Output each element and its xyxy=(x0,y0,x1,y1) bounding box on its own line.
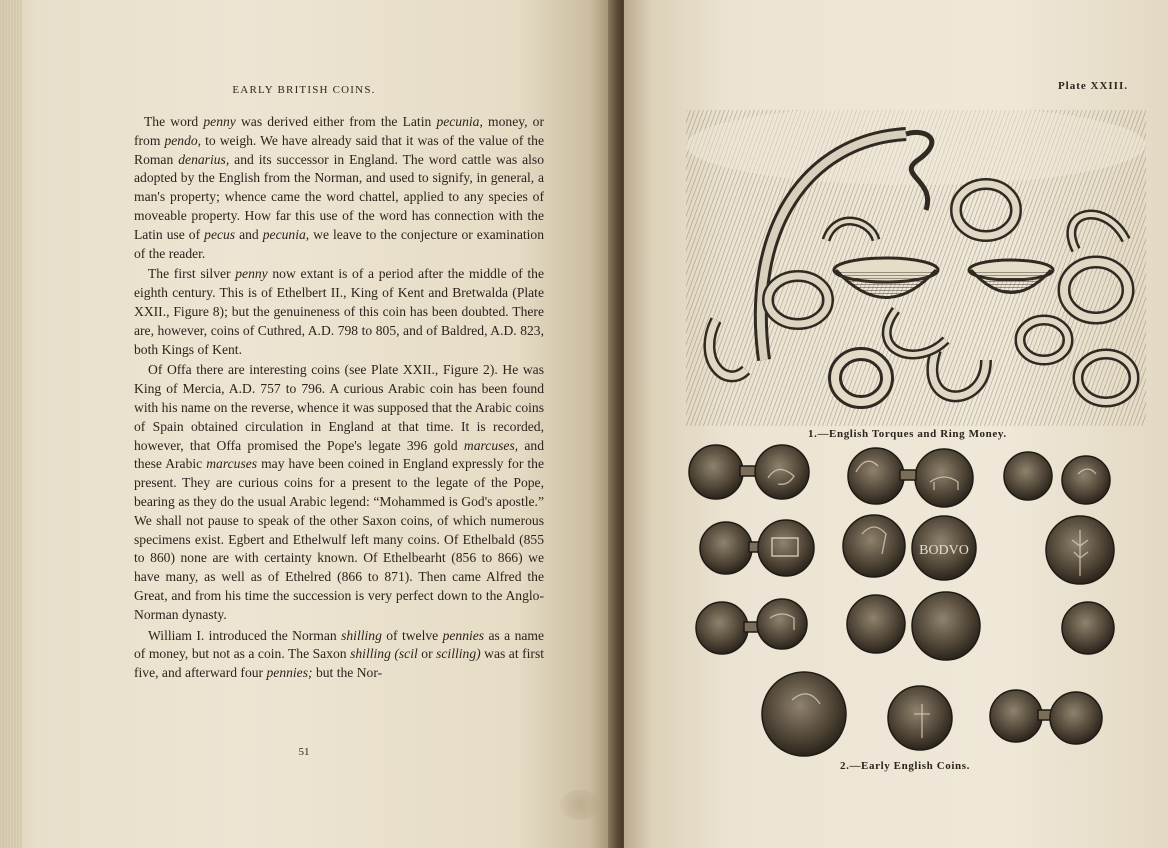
italic-term: penny xyxy=(235,266,268,282)
text-run: and its successor in England. The word cattle was also adopted by the English from the Norman, and used to signify, in general, a man's property; whence came the word chattel, applied to any species of moveable property. How far this use of the word has connection with the Latin use of xyxy=(134,151,544,242)
italic-term: pendo, xyxy=(164,132,202,148)
early-english-coins-engraving xyxy=(686,438,1156,758)
italic-term: scilling) xyxy=(436,646,481,662)
text-run: The word xyxy=(144,114,204,129)
page-number: 51 xyxy=(298,746,310,758)
italic-term: shilling (scil xyxy=(350,646,418,662)
running-head: EARLY BRITISH COINS. xyxy=(232,84,376,96)
text-run: of twelve xyxy=(381,627,443,643)
text-run: but the Nor- xyxy=(312,665,383,681)
text-run: now extant is of a period after the middle of the eighth century. This is of Ethelbert II., King of Kent and Bretwalda (Plate XXII., Figure 8); but the genuineness of this coin has been doubted. There are, however, coins of Cuthred, A.D. 798 to 805, and of Baldred, A.D. 823, both Kings of Kent. xyxy=(134,266,544,357)
text-run: William I. introduced the Norman xyxy=(148,627,342,643)
paper-stain xyxy=(560,790,600,820)
text-run: The first silver xyxy=(148,266,236,282)
italic-term: shilling xyxy=(341,627,382,643)
text-run: or xyxy=(417,646,437,662)
italic-term: penny xyxy=(203,114,236,129)
text-run: Of Offa there are interesting coins (see Plate XXII., Figure 2). He was King of Mercia, A.D. 757 to 796. A curious Arabic coin has been found with his name on the reverse, whence it was supposed that the Arabic coins of Spain obtained circulation in England at that time. It is recorded, however, that Offa promised the Pope's legate 396 gold xyxy=(134,362,544,453)
italic-term: pecunia, xyxy=(262,226,310,242)
body-text xyxy=(134,113,544,685)
text-run: may have been coined in England expressly for the present. They are curious coins for a present to the legate of the Pope, bearing as they do the usual Arabic legend: “Mohammed is God's apostle.” We shall not pause to speak of the other Saxon coins, of which numerous specimens exist. Egbert and Ethelwulf left many coins. Of Ethelbald (855 to 860) none are with certainty known. Of Ethelbearht (856 to 866) we have many, as well as of Ethelred (866 to 871). Then came Alfred the Great, and from his time the succession is very perfect down to the Anglo-Norman dynasty. xyxy=(134,456,544,622)
italic-term: pennies; xyxy=(266,665,313,681)
figure-2-caption: 2.—Early English Coins. xyxy=(840,760,970,772)
body-paragraph xyxy=(134,113,544,263)
body-paragraph xyxy=(134,361,544,624)
coin-inscription: BODVO xyxy=(919,543,969,558)
text-run: was derived either from the Latin xyxy=(235,114,437,129)
text-run: money, or from xyxy=(134,114,545,148)
italic-term: pecus xyxy=(204,226,236,242)
torques-ring-money-engraving xyxy=(686,110,1146,426)
text-run: was at first five, and afterward four xyxy=(134,646,545,681)
figure-1-caption: 1.—English Torques and Ring Money. xyxy=(808,428,1007,440)
right-page xyxy=(624,0,1168,848)
italic-term: marcuses, xyxy=(463,437,519,453)
italic-term: denarius, xyxy=(178,151,230,167)
text-run: and xyxy=(235,226,263,242)
text-run: and these Arabic xyxy=(134,437,544,472)
italic-term: marcuses xyxy=(206,456,258,472)
italic-term: pennies xyxy=(442,627,485,643)
italic-term: pecunia, xyxy=(436,114,483,129)
plate-label: Plate XXIII. xyxy=(1057,80,1128,92)
text-run: to weigh. We have already said that it was of the value of the Roman xyxy=(134,132,545,167)
body-paragraph xyxy=(134,265,544,359)
text-run: as a name of money, but not as a coin. The Saxon xyxy=(134,627,545,662)
body-paragraph xyxy=(134,627,544,683)
text-run: we leave to the conjecture or examination of the reader. xyxy=(134,226,544,261)
coin xyxy=(689,445,743,499)
